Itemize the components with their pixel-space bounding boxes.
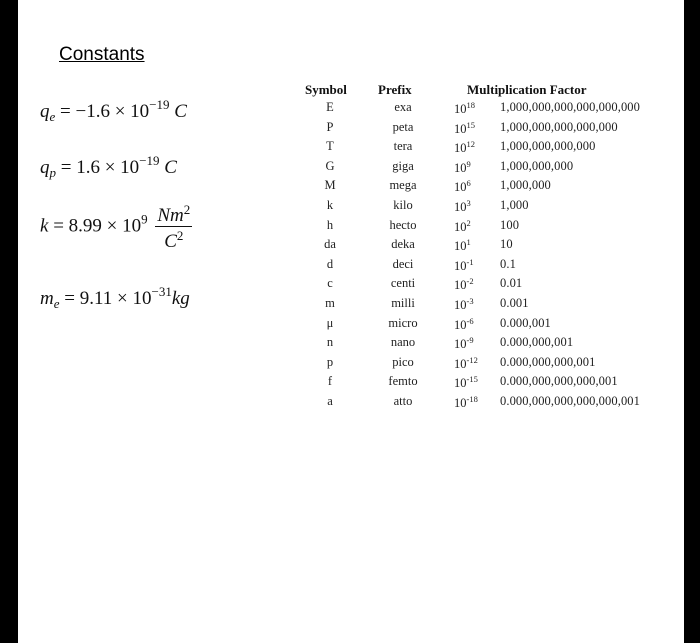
power-base: 10 <box>454 278 467 293</box>
power-of-ten <box>454 120 475 137</box>
power-of-ten <box>454 178 471 195</box>
multiplication-factor: 0.000,001 <box>500 315 551 330</box>
power-base: 10 <box>454 180 467 195</box>
power-base: 10 <box>454 160 467 175</box>
power-of-ten <box>454 100 475 117</box>
power-base: 10 <box>454 298 467 312</box>
power-base: 10 <box>454 219 467 234</box>
prefix-symbol: c <box>327 276 333 291</box>
prefix-symbol: μ <box>326 315 334 330</box>
k-denominator-exponent: 2 <box>176 228 184 243</box>
prefix-name: hecto <box>389 217 417 232</box>
power-of-ten <box>454 296 474 313</box>
me-subscript: e <box>53 296 60 311</box>
table-row <box>18 276 684 296</box>
power-of-ten <box>454 276 474 293</box>
multiplication-factor: 0.001 <box>500 296 529 310</box>
me-value: = 9.11 × 10 <box>64 288 152 309</box>
table-row <box>18 120 684 140</box>
prefix-name: tera <box>393 139 413 154</box>
table-row <box>18 159 684 179</box>
prefix-symbol: k <box>326 198 334 212</box>
multiplication-factor: 10 <box>500 237 513 252</box>
prefix-name: atto <box>393 394 413 408</box>
me-symbol: m <box>40 288 54 309</box>
k-symbol: k <box>40 215 49 237</box>
qe-symbol: q <box>40 101 50 122</box>
power-base: 10 <box>454 200 467 214</box>
prefix-symbol: p <box>326 354 334 369</box>
power-exponent: 18 <box>466 100 475 110</box>
k-numerator-exponent: 2 <box>183 202 191 217</box>
table-row <box>18 296 684 316</box>
k-unit-denominator: C <box>164 231 177 252</box>
prefix-name: kilo <box>393 198 413 212</box>
prefix-name: giga <box>392 158 414 173</box>
table-row <box>18 237 684 257</box>
qe-unit: C <box>174 101 187 122</box>
prefix-symbol: a <box>327 394 333 408</box>
prefix-name: peta <box>392 119 414 134</box>
prefix-symbol: P <box>326 119 334 134</box>
prefix-name: centi <box>390 276 416 291</box>
multiplication-factor: 1,000,000,000,000 <box>500 139 596 154</box>
power-base: 10 <box>454 102 467 116</box>
power-exponent: 1 <box>466 237 471 248</box>
power-exponent: -18 <box>466 394 478 404</box>
prefix-name: femto <box>388 374 418 389</box>
qp-symbol: q <box>40 157 50 178</box>
multiplication-factor: 1,000,000,000,000,000,000 <box>500 100 640 114</box>
power-exponent: -15 <box>466 374 478 385</box>
k-value: = 8.99 × 10 <box>53 215 142 237</box>
table-row <box>18 198 684 218</box>
multiplication-factor: 0.1 <box>500 256 516 271</box>
power-exponent: 6 <box>466 178 471 189</box>
qp-subscript: p <box>49 165 56 180</box>
prefix-name: exa <box>394 100 412 114</box>
qp-value: = 1.6 × 10 <box>60 157 140 178</box>
prefix-name: deci <box>392 256 414 271</box>
table-row <box>18 316 684 336</box>
power-of-ten <box>454 198 471 215</box>
power-of-ten <box>454 355 478 372</box>
multiplication-factor: 0.000,000,000,000,000,001 <box>500 394 640 408</box>
prefix-symbol: m <box>325 296 335 310</box>
power-base: 10 <box>454 121 467 136</box>
power-base: 10 <box>454 141 467 156</box>
power-of-ten <box>454 139 475 156</box>
qe-subscript: e <box>49 109 56 124</box>
power-base: 10 <box>454 239 467 254</box>
prefix-name: deka <box>391 237 415 252</box>
header-factor: Multiplication Factor <box>467 82 587 97</box>
power-exponent: -3 <box>466 296 474 306</box>
qe-value: = −1.6 × 10 <box>60 101 150 122</box>
prefix-symbol: da <box>324 237 336 252</box>
power-exponent: -2 <box>466 276 474 287</box>
power-exponent: -9 <box>466 335 474 346</box>
table-row <box>18 394 684 414</box>
multiplication-factor: 1,000,000,000,000,000 <box>500 119 618 134</box>
power-base: 10 <box>454 376 467 391</box>
power-of-ten <box>454 394 478 411</box>
power-exponent: -12 <box>466 354 478 365</box>
prefix-symbol: M <box>324 178 336 193</box>
power-of-ten <box>454 218 471 235</box>
multiplication-factor: 100 <box>500 217 520 232</box>
header-symbol: Symbol <box>305 82 347 97</box>
power-exponent: 15 <box>466 119 475 130</box>
multiplication-factor: 1,000,000,000 <box>500 158 574 173</box>
prefix-name: mega <box>389 178 417 193</box>
table-row <box>18 374 684 394</box>
table-row <box>18 355 684 375</box>
k-exponent: 9 <box>141 211 148 227</box>
power-exponent: -6 <box>466 315 474 326</box>
prefix-name: pico <box>392 354 414 369</box>
multiplication-factor: 1,000 <box>500 198 529 212</box>
table-row <box>18 139 684 159</box>
power-exponent: 3 <box>466 198 471 208</box>
power-of-ten <box>454 159 471 176</box>
table-row <box>18 257 684 277</box>
multiplication-factor: 0.000,000,001 <box>500 335 574 350</box>
me-exponent: −31 <box>151 284 172 299</box>
header-prefix: Prefix <box>378 82 412 97</box>
prefix-symbol: T <box>326 139 334 154</box>
prefix-symbol: h <box>326 217 334 232</box>
multiplication-factor: 0.000,000,000,000,001 <box>500 374 618 389</box>
constants-heading: Constants <box>59 44 145 65</box>
power-base: 10 <box>454 337 467 352</box>
prefix-name: micro <box>388 315 418 330</box>
power-of-ten <box>454 374 478 391</box>
power-of-ten <box>454 316 474 333</box>
qp-exponent: −19 <box>139 153 160 168</box>
power-base: 10 <box>454 356 467 371</box>
power-exponent: 12 <box>466 139 475 150</box>
power-exponent: 2 <box>466 217 471 228</box>
qp-unit: C <box>164 157 177 178</box>
power-base: 10 <box>454 258 467 273</box>
me-unit: kg <box>171 288 190 309</box>
power-of-ten <box>454 257 474 274</box>
table-row <box>18 335 684 355</box>
table-row <box>18 100 684 120</box>
multiplication-factor: 0.000,000,000,001 <box>500 354 596 369</box>
power-exponent: 9 <box>466 158 471 169</box>
multiplication-factor: 1,000,000 <box>500 178 551 193</box>
prefix-symbol: f <box>327 374 333 389</box>
k-unit-numerator: Nm <box>157 205 184 226</box>
table-row <box>18 178 684 198</box>
prefix-symbol: n <box>326 335 334 350</box>
power-of-ten <box>454 237 471 254</box>
table-row <box>18 218 684 238</box>
prefix-symbol: G <box>325 158 335 173</box>
prefix-name: nano <box>390 335 416 350</box>
document-page <box>18 0 684 643</box>
prefix-symbol: E <box>326 100 334 114</box>
prefix-symbol: d <box>326 256 334 271</box>
power-of-ten <box>454 335 474 352</box>
power-exponent: -1 <box>466 256 474 267</box>
qe-exponent: −19 <box>149 97 170 112</box>
prefix-name: milli <box>391 296 415 310</box>
power-base: 10 <box>454 396 467 410</box>
multiplication-factor: 0.01 <box>500 276 523 291</box>
power-base: 10 <box>454 317 467 332</box>
